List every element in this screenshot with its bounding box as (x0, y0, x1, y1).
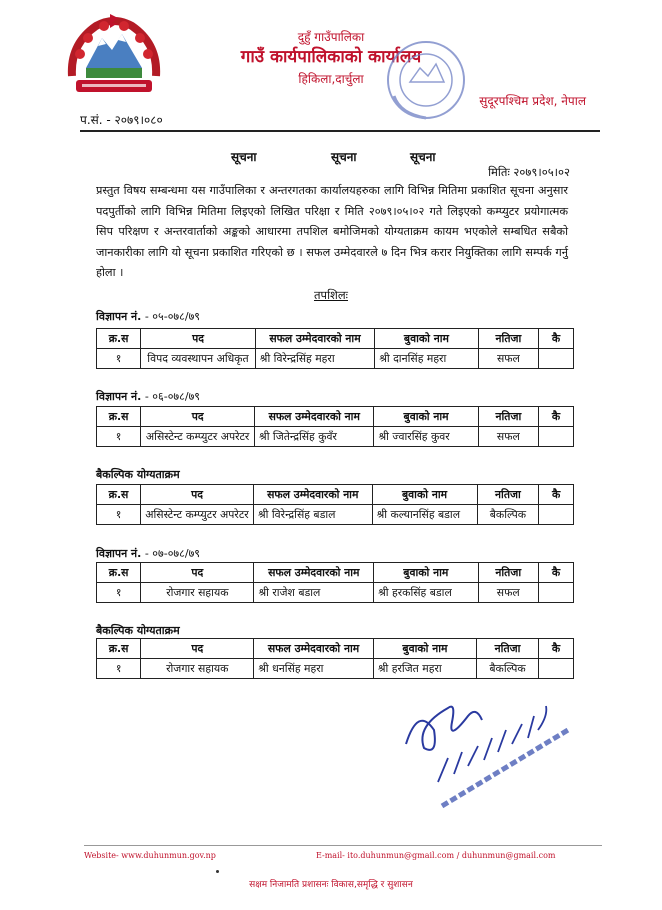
reference-number: प.सं. - २०७९।०८० (80, 113, 163, 127)
col-result: नतिजा (478, 329, 538, 349)
col-remarks: कै (539, 329, 574, 349)
notice-title: सूचना (231, 150, 257, 164)
cell-candidate: श्री धनसिंह महरा (254, 659, 374, 679)
result-table (96, 406, 574, 447)
table-header-row (97, 329, 574, 349)
col-remarks: कै (539, 485, 574, 505)
result-table (96, 638, 574, 679)
col-serial: क्र.स (97, 563, 141, 583)
col-serial: क्र.स (97, 639, 141, 659)
cell-candidate: श्री राजेश बडाल (254, 583, 374, 603)
office-seal-stamp (380, 36, 472, 124)
result-table (96, 328, 574, 369)
table-row (97, 583, 574, 603)
col-remarks: कै (539, 407, 574, 427)
col-candidate: सफल उम्मेदवारको नाम (255, 329, 374, 349)
table-row (97, 349, 574, 369)
result-table (96, 562, 574, 603)
col-serial: क्र.स (97, 407, 141, 427)
col-result: नतिजा (477, 485, 539, 505)
table-row (97, 505, 574, 525)
section-heading: विज्ञापन नं. - ०५-०७८/७९ (96, 310, 201, 323)
cell-result: बैकल्पिक (477, 505, 539, 525)
col-post: पद (141, 329, 256, 349)
col-serial: क्र.स (97, 329, 141, 349)
header-divider (80, 130, 600, 132)
cell-serial: १ (97, 583, 141, 603)
section-heading: विज्ञापन नं. - ०७-०७८/७९ (96, 547, 201, 560)
cell-result: बैकल्पिक (477, 659, 539, 679)
result-table (96, 484, 574, 525)
cell-father: श्री हरकसिंह बडाल (374, 583, 478, 603)
cell-result: सफल (478, 583, 539, 603)
col-remarks: कै (539, 563, 574, 583)
cell-father: श्री कल्यानसिंह बडाल (372, 505, 477, 525)
cell-father: श्री हरजित महरा (373, 659, 476, 679)
cell-remarks (539, 427, 574, 447)
footer-email: E-mail- ito.duhunmun@gmail.com / duhunmun@gmail.com (316, 851, 556, 860)
col-result: नतिजा (478, 407, 538, 427)
cell-post: असिस्टेन्ट कम्प्युटर अपरेटर (141, 505, 254, 525)
section-heading: विज्ञापन नं. - ०६-०७८/७९ (96, 390, 201, 403)
notice-date: मितिः २०७९।०५।०२ (488, 165, 570, 179)
cell-post: असिस्टेन्ट कम्प्युटर अपरेटर (141, 427, 255, 447)
col-father: बुवाको नाम (374, 407, 478, 427)
cell-remarks (539, 659, 574, 679)
footer-website: Website- www.duhunmun.gov.np (84, 851, 216, 860)
notice-title: सूचना (410, 150, 436, 164)
notice-title: सूचना (331, 150, 357, 164)
col-candidate: सफल उम्मेदवारको नाम (254, 639, 374, 659)
section-heading: बैकल्पिक योग्यताक्रम (96, 468, 180, 481)
office-address: हिकिला,दार्चुला (298, 72, 364, 86)
office-name: गाउँ कार्यपालिकाको कार्यालय (240, 47, 422, 67)
col-remarks: कै (539, 639, 574, 659)
table-header-row (97, 639, 574, 659)
col-post: पद (141, 407, 255, 427)
cell-post: रोजगार सहायक (141, 659, 254, 679)
notice-body: प्रस्तुत विषय सम्बन्धमा यस गाउँपालिका र अन्तरगतका कार्यालयहरुका लागि विभिन्न मितिमा प्रकाशित सूचना अनुसार पदपुर्तीको लागि विभिन्न मितिमा लिइएको लिखित परिक्षा र मिति २०७९।०५।०२ गते लिइएको कम्प्युटर प्रयोगात्मक सिप परिक्षण र अन्तरवार्ताको अङ्कको आधारमा तपशिल बमोजिमको योग्यताक्रम कायम भएकोले सम्बधित सबैको जानकारीका लागि यो सूचना प्रकाशित गरिएको छ । सफल उम्मेदवारले ७ दिन भित्र करार नियुक्तिका लागि सम्पर्क गर्नु होला । (96, 184, 568, 279)
official-signature (398, 686, 578, 816)
col-father: बुवाको नाम (375, 329, 479, 349)
footer-slogan: सक्षम निजामति प्रशासनः विकास,समृद्धि र सुशासन (249, 880, 413, 890)
details-heading: तपशिलः (313, 288, 348, 302)
table-row (97, 659, 574, 679)
col-result: नतिजा (477, 639, 539, 659)
col-result: नतिजा (478, 563, 539, 583)
col-father: बुवाको नाम (374, 563, 478, 583)
footer-divider (84, 845, 602, 846)
table-header-row (97, 563, 574, 583)
cell-candidate: श्री जितेन्द्रसिंह कुवँर (255, 427, 374, 447)
footer-bullet (216, 870, 219, 873)
col-candidate: सफल उम्मेदवारको नाम (254, 563, 374, 583)
table-row (97, 427, 574, 447)
cell-remarks (539, 349, 574, 369)
cell-serial: १ (97, 505, 141, 525)
cell-candidate: श्री विरेन्द्रसिंह महरा (255, 349, 374, 369)
cell-post: रोजगार सहायक (141, 583, 254, 603)
cell-serial: १ (97, 427, 141, 447)
col-father: बुवाको नाम (373, 639, 476, 659)
cell-serial: १ (97, 659, 141, 679)
municipality-name: दुहुँ गाउँपालिका (297, 30, 365, 44)
table-header-row (97, 485, 574, 505)
cell-serial: १ (97, 349, 141, 369)
cell-father: श्री ज्वारसिंह कुवर (374, 427, 478, 447)
cell-post: विपद व्यवस्थापन अधिकृत (141, 349, 256, 369)
col-post: पद (141, 485, 254, 505)
col-father: बुवाको नाम (372, 485, 477, 505)
cell-father: श्री दानसिंह महरा (375, 349, 479, 369)
table-header-row (97, 407, 574, 427)
cell-result: सफल (478, 349, 538, 369)
section-heading: बैकल्पिक योग्यताक्रम (96, 624, 180, 637)
col-post: पद (141, 639, 254, 659)
col-post: पद (141, 563, 254, 583)
col-serial: क्र.स (97, 485, 141, 505)
col-candidate: सफल उम्मेदवारको नाम (253, 485, 372, 505)
col-candidate: सफल उम्मेदवारको नाम (255, 407, 374, 427)
province-text: सुदूरपश्चिम प्रदेश, नेपाल (479, 94, 586, 108)
cell-remarks (539, 583, 574, 603)
cell-remarks (539, 505, 574, 525)
cell-result: सफल (478, 427, 538, 447)
cell-candidate: श्री विरेन्द्रसिंह बडाल (253, 505, 372, 525)
